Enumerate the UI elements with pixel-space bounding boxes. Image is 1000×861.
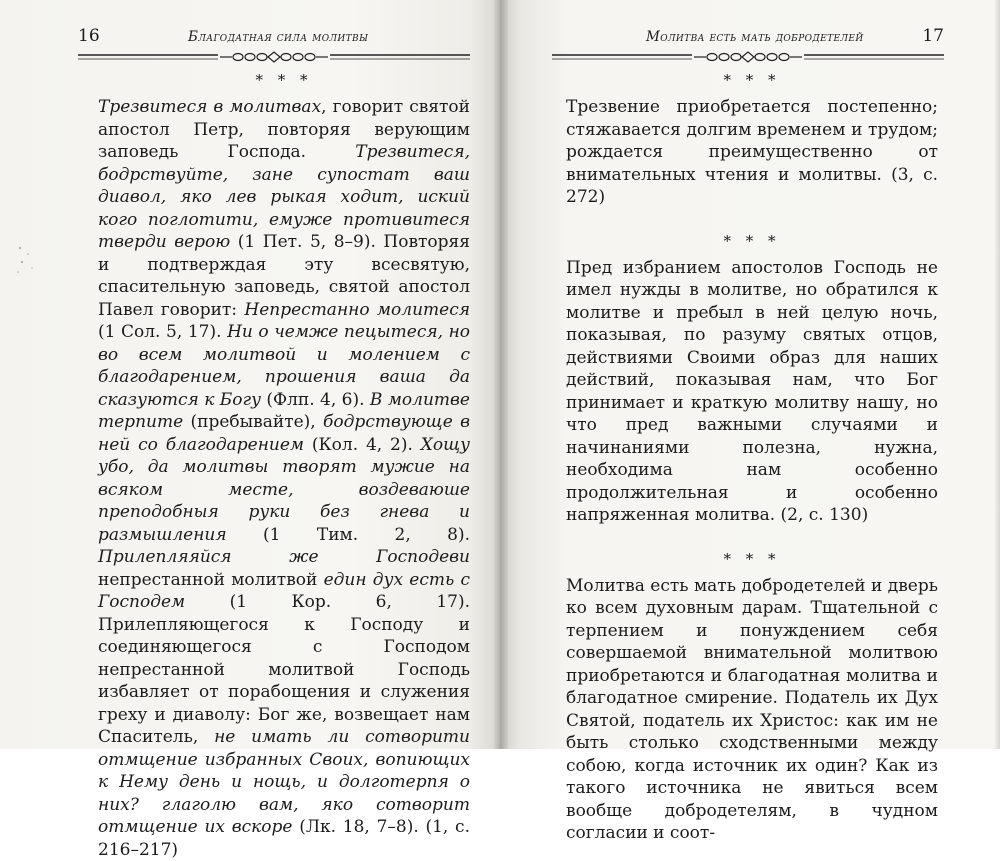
section-separator: * * * xyxy=(723,231,781,250)
book-gutter xyxy=(494,0,508,749)
right-header-ornament xyxy=(552,50,944,64)
right-paragraph-1: Трезвение приобретается постепенно; стяжавается долгим временем и трудом; рождается преимущественно от внимательных чтения и молитвы. (3, с. 272) xyxy=(566,97,938,207)
scripture-quote: Хощу убо, да молитвы творят мужие на всяком месте, воздеваюше преподобныя руки без гнева и размышления xyxy=(98,434,470,545)
page-edge-shadow xyxy=(994,0,1000,749)
page-smudge-mark xyxy=(14,240,44,280)
body-text: (1 Кор. 6, 17). Прилепляющегося к Господу и соединяющегося с Господом непрестанной молитвой Господь избавляет от порабощения и служения греху и диаволу: Бог же, возвещает нам Спаситель, xyxy=(98,592,470,747)
scripture-quote: Прилепляяйся же Господеви xyxy=(98,547,470,567)
body-text: (1 Тим. 2, 8). xyxy=(226,524,470,545)
left-page xyxy=(0,0,500,860)
scripture-quote: Непрестанно молитеся xyxy=(244,299,470,320)
scripture-quote: един дух есть с Господем xyxy=(98,569,470,612)
scripture-quote: Ни о чемже пецытеся, но во всем молитвой и молением с благодарением, прошения ваша да сказуются к Богу xyxy=(98,322,470,410)
scripture-quote: бодрствующе в ней со благодарением xyxy=(98,412,470,455)
body-text: непрестанной молитвой xyxy=(98,569,324,590)
right-paragraph-3: Молитва есть мать добродетелей и дверь ко всем духовным дарам. Тщательной с терпением и понуждением себя совершаемой внимательной молитвою приобретаются и благодатная молитва и благодатное смирение. Податель их Дух Святой, податель их Христос: как им не быть столько сходственными между собою, когда источник их один? Как из такого источника не явиться всем вообще добродетелям, в чудном согласии и соот- xyxy=(566,575,938,843)
body-text: (1 Пет. 5, 8–9). Повторяя и подтверждая эту всесвятую, спасительную заповедь, святой апостол Павел говорит: xyxy=(98,232,471,320)
scripture-quote: не имать ли сотворити отмщение избранных Своих, вопиющих к Нему день и нощь, и долготерпя о них? глаголю вам, яко сотворит отмщение их вскоре xyxy=(98,727,470,837)
body-text: (1 Сол. 5, 17). xyxy=(98,322,228,342)
left-running-title: Благодатная сила молитвы xyxy=(188,29,369,45)
left-paragraph xyxy=(98,96,470,861)
section-separator: * * * xyxy=(723,71,781,89)
scripture-quote: Трезвитеся в молитвах xyxy=(98,97,322,117)
body-text: (Лк. 18, 7–8). (1, с. 216–217) xyxy=(98,817,470,860)
right-text-block xyxy=(566,70,938,845)
right-page-header xyxy=(552,26,944,48)
section-separator: * * * xyxy=(723,549,781,568)
left-page-header xyxy=(78,26,470,48)
left-header-ornament xyxy=(78,50,470,64)
right-page xyxy=(500,0,1000,843)
body-text: , говорит святой апостол Петр, повторяя верующим заповедь Господа. xyxy=(98,97,470,162)
right-page-number: 17 xyxy=(922,26,944,46)
right-paragraph-2: Пред избранием апостолов Господь не имел нужды в молитве, но обратился к молитве и пребыл в ней целую ночь, показывая, по разуму святых отцов, действиями Своими образ для наших действий, показывая нам, что Бог принимает и краткую молитву нашу, но что пред важными случаями и начинаниями полезна, нужна, необходима нам особенно продолжительная и особенно напряженная молитва. (2, с. 130) xyxy=(566,257,938,525)
scripture-quote: В молитве терпите xyxy=(98,389,470,432)
body-text: (пребывайте), xyxy=(183,412,324,432)
body-text: (Кол. 4, 2). xyxy=(304,434,421,455)
section-separator: * * * xyxy=(255,71,313,89)
left-text-block xyxy=(98,70,470,861)
right-running-title: Молитва есть мать добродетелей xyxy=(646,29,864,45)
left-page-number: 16 xyxy=(78,26,100,46)
body-text: (Флп. 4, 6). xyxy=(260,389,370,410)
scripture-quote: Трезвитеся, бодрствуйте, зане супостат ваш диавол, яко лев рыкая ходит, иский кого поглотити, емуже противитеся тверди верою xyxy=(98,142,470,252)
